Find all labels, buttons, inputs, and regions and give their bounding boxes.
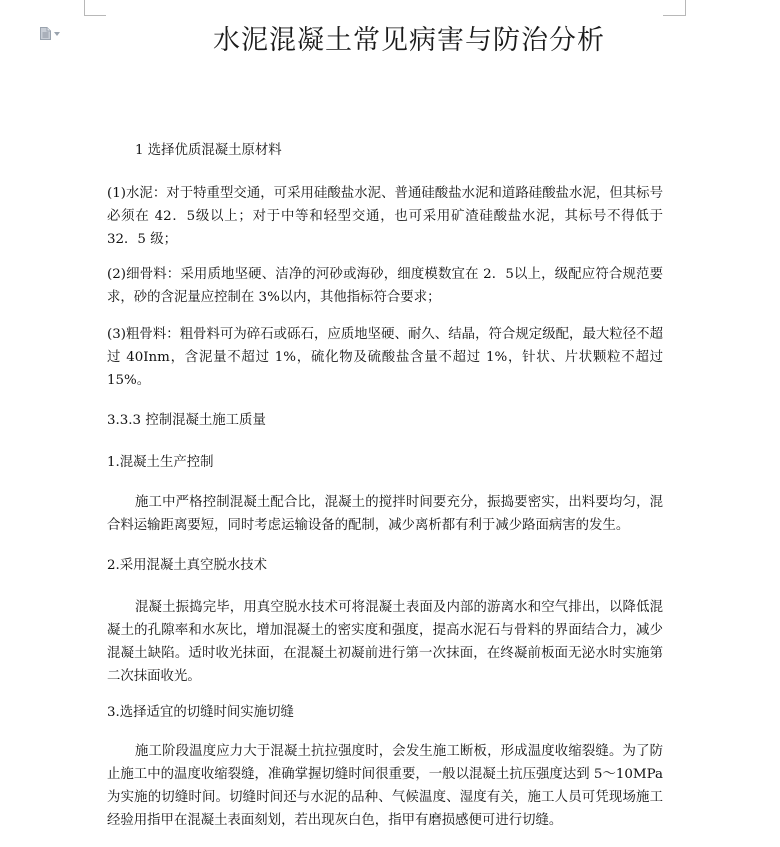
paragraph-text: 混凝土振捣完毕，用真空脱水技术可将混凝土表面及内部的游离水和空气排出，以降低混凝土的孔隙率和水灰比，增加混凝土的密实度和强度，提高水泥石与骨料的界面结合力，减少混凝土缺陷。适时收光抹面，在混凝土初凝前进行第一次抹面，在终凝前板面无泌水时实施第二次抹面收光。 xyxy=(107,600,663,684)
paragraph-coarse-aggregate xyxy=(107,323,663,392)
paragraph-joint-cutting xyxy=(107,740,663,832)
section-heading-construction-quality xyxy=(107,409,663,432)
section-heading-raw-materials xyxy=(107,139,663,162)
paragraph-text: (3)粗骨料：粗骨料可为碎石或砾石，应质地坚硬、耐久、结晶，符合规定级配，最大粒径不超过 40Inm，含泥量不超过 1%，硫化物及硫酸盐含量不超过 1%，针状、片状颗粒不超过 15%。 xyxy=(107,327,663,388)
paragraph-cement xyxy=(107,182,663,251)
paragraph-vacuum-dewatering xyxy=(107,596,663,688)
heading-text: 1 选择优质混凝土原材料 xyxy=(135,143,282,158)
crop-mark-left-horizontal xyxy=(84,15,106,16)
paragraph-text: (1)水泥：对于特重型交通，可采用硅酸盐水泥、普通硅酸盐水泥和道路硅酸盐水泥，但其标号必须在 42．5级以上；对于中等和轻型交通，也可采用矿渣硅酸盐水泥，其标号不得低于 32．5 级； xyxy=(107,186,663,247)
subheading-joint-cutting xyxy=(107,701,663,724)
paragraph-fine-aggregate xyxy=(107,263,663,309)
heading-text: 2.采用混凝土真空脱水技术 xyxy=(107,558,268,573)
paragraph-text: 施工中严格控制混凝土配合比，混凝土的搅拌时间要充分，振捣要密实，出料要均匀，混合料运输距离要短，同时考虑运输设备的配制，减少离析都有利于减少路面病害的发生。 xyxy=(107,495,663,533)
crop-mark-left-vertical xyxy=(84,0,85,16)
heading-text: 3.3.3 控制混凝土施工质量 xyxy=(107,413,266,428)
heading-text: 1.混凝土生产控制 xyxy=(107,455,214,470)
paragraph-production-control xyxy=(107,491,663,537)
heading-text: 3.选择适宜的切缝时间实施切缝 xyxy=(107,705,294,720)
subheading-production-control xyxy=(107,451,663,474)
crop-mark-right-vertical xyxy=(685,0,686,16)
crop-mark-right-horizontal xyxy=(663,15,685,16)
paragraph-text: 施工阶段温度应力大于混凝土抗拉强度时，会发生施工断板，形成温度收缩裂缝。为了防止施工中的温度收缩裂缝，准确掌握切缝时间很重要，一般以混凝土抗压强度达到 5～10MPa 为实施的切缝时间。切缝时间还与水泥的品种、气候温度、湿度有关，施工人员可凭现场施工经验用指甲在混凝土表面刻划，若出现灰白色，指甲有磨损感便可进行切缝。 xyxy=(107,744,663,828)
paragraph-text: (2)细骨料：采用质地坚硬、洁净的河砂或海砂，细度模数宜在 2．5以上，级配应符合规范要求，砂的含泥量应控制在 3%以内，其他指标符合要求； xyxy=(107,267,663,305)
subheading-vacuum-dewatering xyxy=(107,554,663,577)
page-title: 水泥混凝土常见病害与防治分析 xyxy=(213,25,605,56)
